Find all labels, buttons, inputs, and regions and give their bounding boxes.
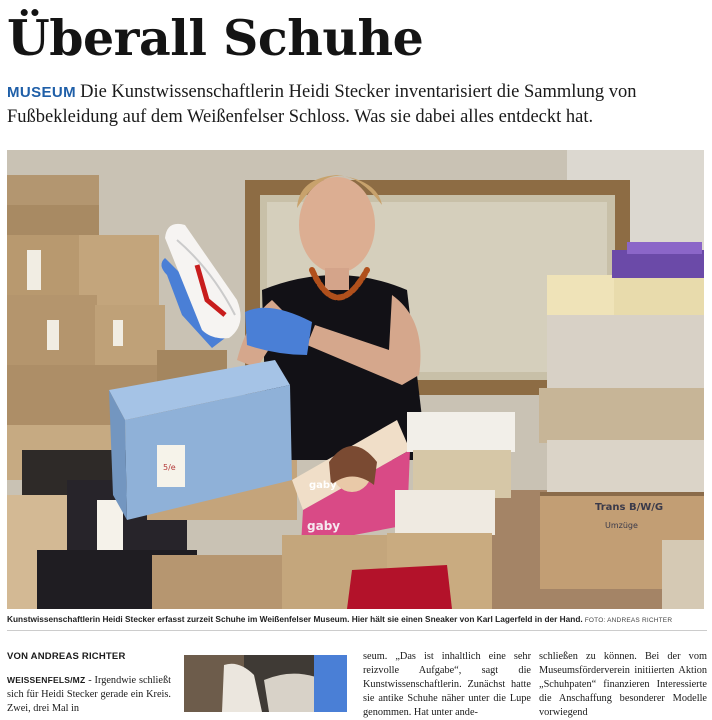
box-right-sub: Umzüge [605,521,638,530]
photo-credit: FOTO: ANDREAS RICHTER [584,617,673,624]
article-column-1 [7,650,171,716]
caption-text: Kunstwissenschaftlerin Heidi Stecker erfasst zurzeit Schuhe im Weißenfelser Museum. Hier hält sie einen Sneaker von Karl Lagerfeld in der Hand. [7,614,583,624]
article-headline: Überall Schuhe [7,9,424,67]
section-kicker: MUSEUM [7,84,77,101]
photo-caption [7,613,707,627]
box-right-brand: Trans B/W/G [595,502,664,513]
column-1-text: - Irgendwie schließt sich für Heidi Stecker gerade ein Kreis. Zwei, drei Mal in [7,675,171,714]
article-column-4: schließen zu können. Bei der vom Museumsförderverein initiierten Aktion „Schuhpaten“ finanzieren Interessierte die Anschaffung besonderer Modelle vorwiegend [539,651,707,718]
box-pink-brand: gaby [307,519,341,533]
dateline: WEISSENFELS/MZ [7,675,86,685]
box-pink-brand-2: gaby [309,480,337,491]
caption-rule [7,630,707,631]
article-photo [7,150,704,609]
inset-photo [184,655,347,712]
article-standfirst [7,80,707,129]
byline: VON ANDREAS RICHTER [7,651,126,662]
standfirst-text: Die Kunstwissenschaftlerin Heidi Stecker inventarisiert die Sammlung von Fußbekleidung auf dem Weißenfelser Schloss. Was sie dabei alles entdeckt hat. [7,82,637,127]
box-blue-note: 5/e [163,463,176,472]
article-column-3: seum. „Das ist inhaltlich eine sehr reizvolle Aufgabe“, sagt die Kunstwissenschaftlerin. Zunächst hatte sie antike Schuhe näher unter die Lupe genommen. Hat unter ande- [363,651,531,718]
